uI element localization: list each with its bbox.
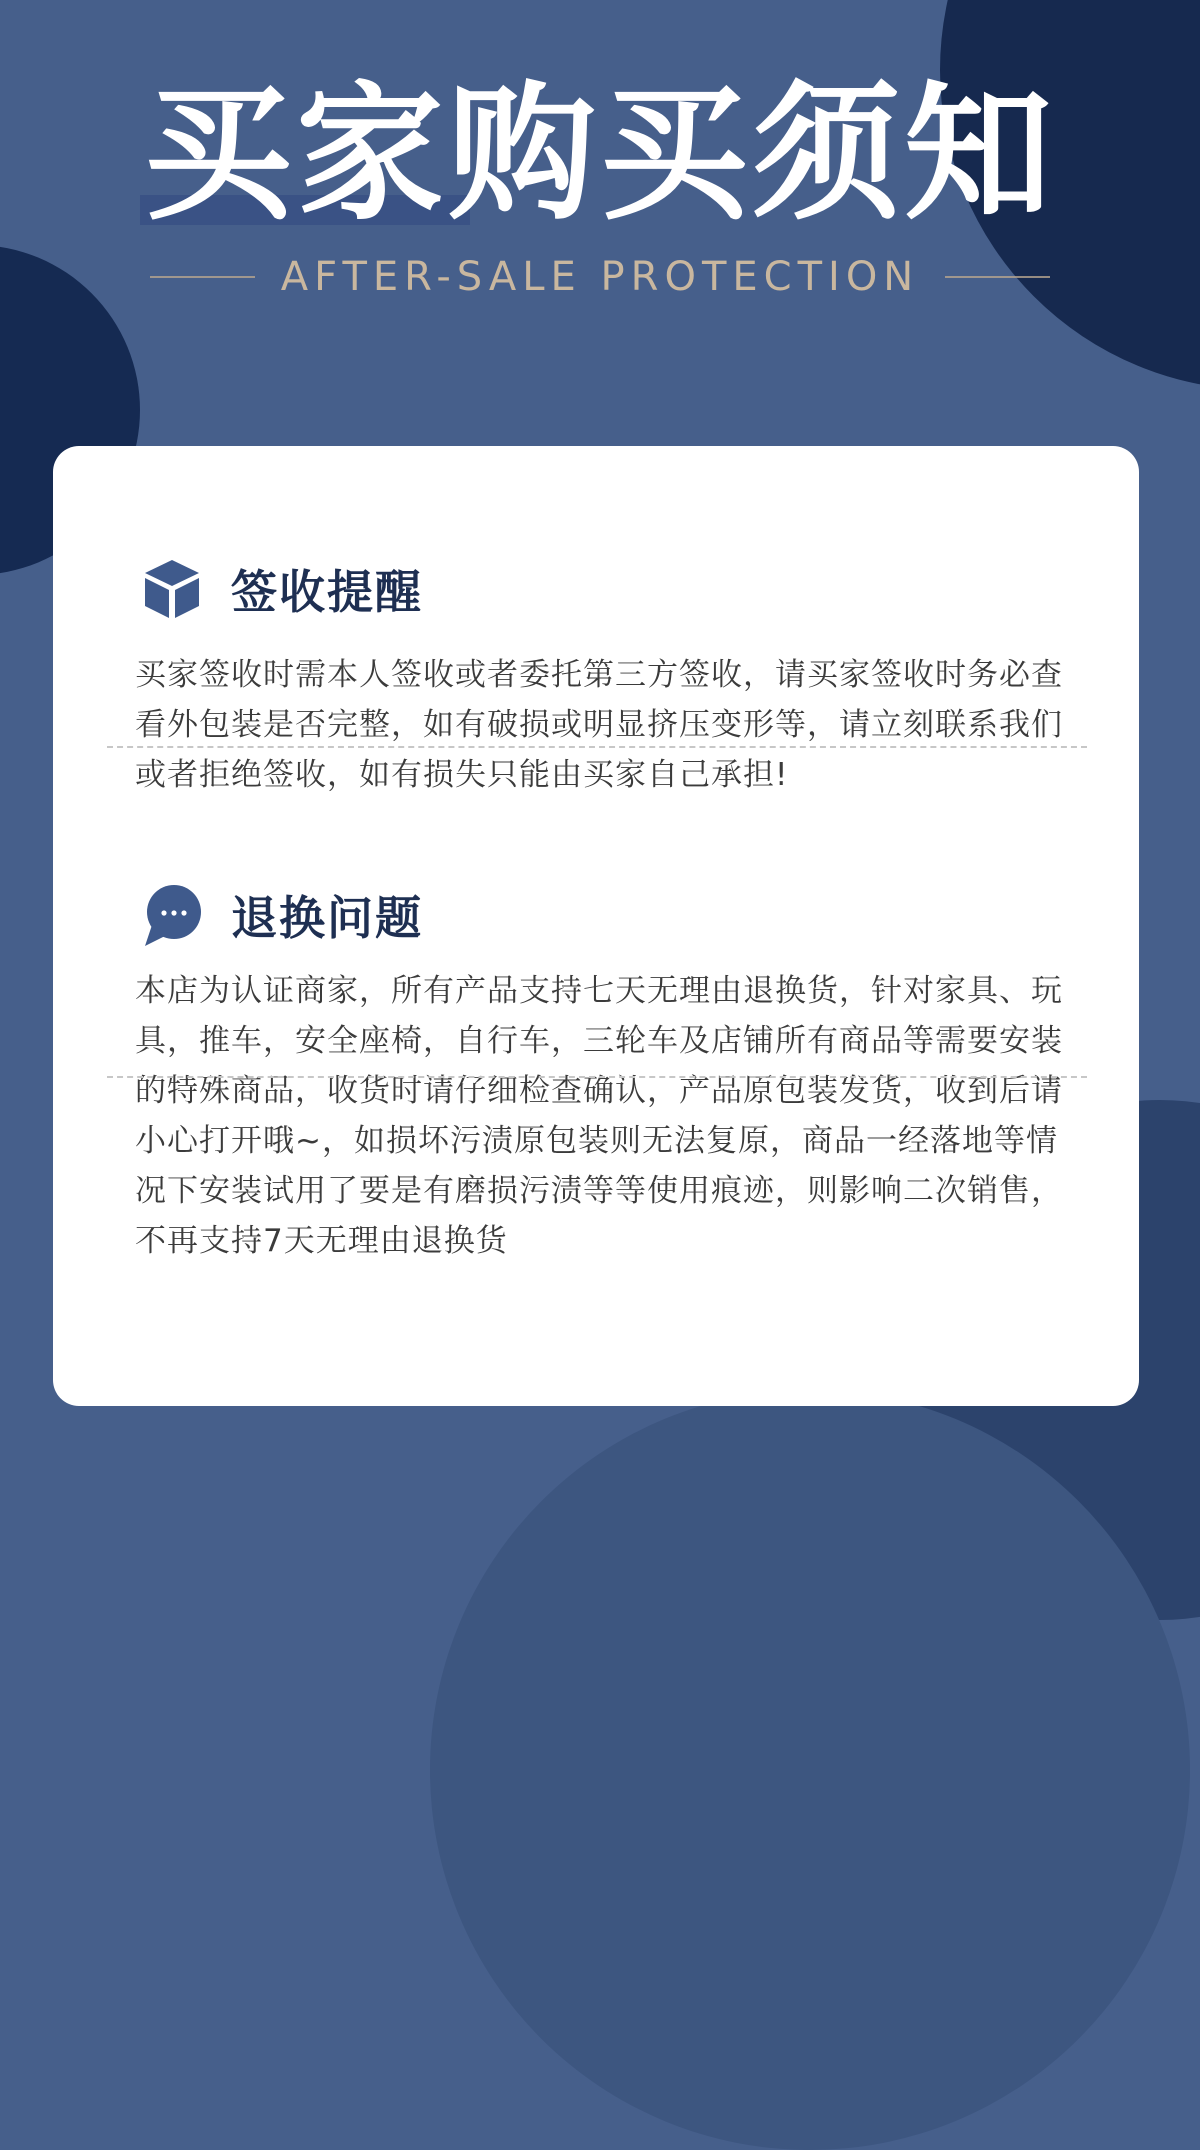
page-title: 买家购买须知 bbox=[144, 68, 1056, 240]
section-header-signing bbox=[139, 556, 423, 622]
section-header-returns bbox=[139, 882, 423, 948]
dashed-divider bbox=[107, 746, 1087, 748]
subtitle-divider-right bbox=[945, 276, 1050, 278]
dashed-divider bbox=[107, 1076, 1087, 1078]
section-body-signing: 买家签收时需本人签收或者委托第三方签收，请买家签收时务必查看外包装是否完整，如有破损或明显挤压变形等，请立刻联系我们或者拒绝签收，如有损失只能由买家自己承担! bbox=[135, 657, 1063, 793]
subtitle-row bbox=[150, 252, 1050, 302]
chat-bubble-icon bbox=[139, 882, 205, 948]
section-title-signing: 签收提醒 bbox=[231, 565, 423, 619]
notice-card bbox=[53, 446, 1139, 1406]
package-box-icon bbox=[139, 556, 205, 622]
subtitle-divider-left bbox=[150, 276, 255, 278]
page-subtitle: AFTER-SALE PROTECTION bbox=[280, 254, 920, 300]
section-body-returns: 本店为认证商家，所有产品支持七天无理由退换货，针对家具、玩具，推车，安全座椅，自行车，三轮车及店铺所有商品等需要安装的特殊商品，收货时请仔细检查确认，产品原包装发货，收到后请小心打开哦~，如损坏污渍原包装则无法复原，商品一经落地等情况下安装试用了要是有磨损污渍等等使用痕迹，则影响二次销售，不再支持7天无理由退换货 bbox=[135, 973, 1063, 1259]
decor-circle-bottom bbox=[430, 1390, 1190, 2150]
section-title-returns: 退换问题 bbox=[231, 891, 423, 945]
